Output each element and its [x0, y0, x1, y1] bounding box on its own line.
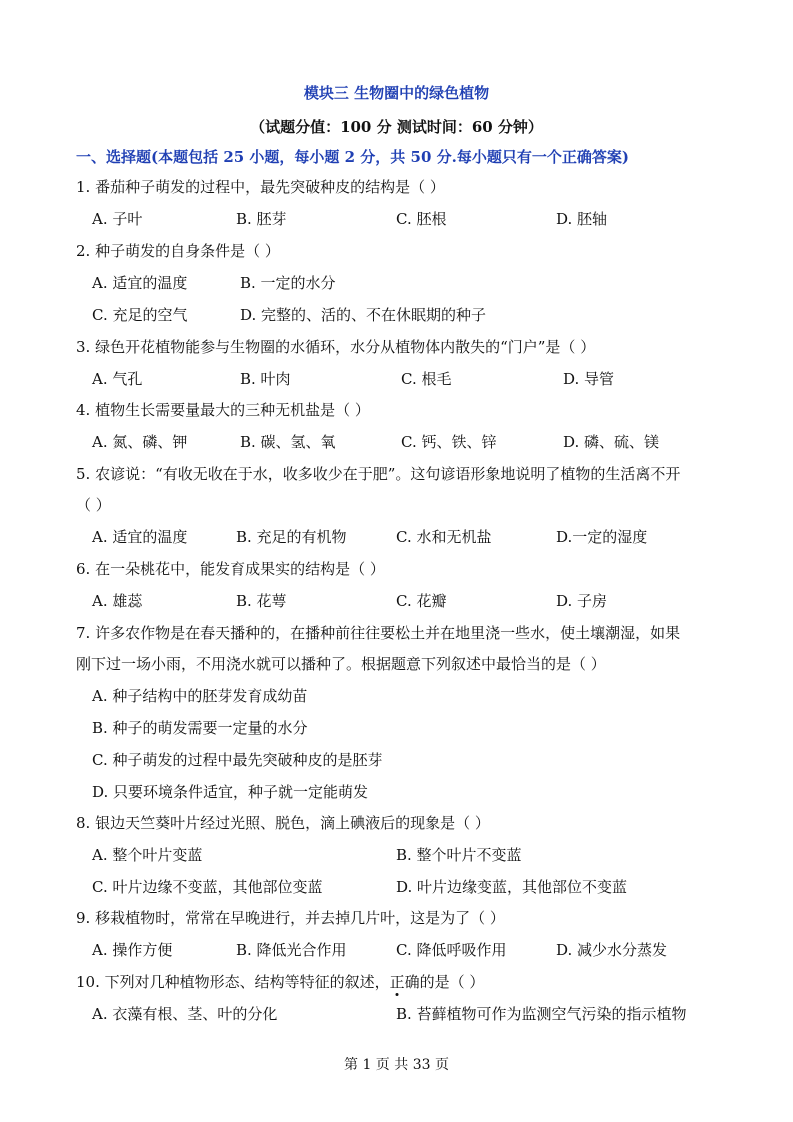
question-stem-part: 确的是（ ）: [404, 973, 485, 991]
option-c: C. 叶片边缘不变蓝，其他部位变蓝: [92, 878, 323, 896]
option-c: C. 降低呼吸作用: [396, 941, 507, 959]
question-stem-continued: 刚下过一场小雨，不用浇水就可以播种了。根据题意下列叙述中最恰当的是（ ）: [76, 655, 606, 673]
option-b: B. 胚芽: [236, 210, 287, 228]
option-b: B. 碳、氢、氧: [240, 433, 336, 451]
option-a: A. 适宜的温度: [92, 274, 188, 292]
page-footer: 第 1 页 共 33 页: [344, 1057, 449, 1073]
emphasis-dot-char: 正: [389, 973, 405, 991]
question-stem: 6. 在一朵桃花中，能发育成果实的结构是（ ）: [76, 560, 385, 578]
option-d: D. 导管: [563, 370, 615, 388]
option-d: D. 胚轴: [556, 210, 608, 228]
option-d: D. 完整的、活的、不在休眠期的种子: [240, 306, 487, 324]
option-b: B. 充足的有机物: [236, 528, 347, 546]
question-stem: 7. 许多农作物是在春天播种的，在播种前往往要松土并在地里浇一些水，使土壤潮湿，如果: [76, 624, 681, 642]
option-d: D. 叶片边缘变蓝，其他部位不变蓝: [396, 878, 628, 896]
section-heading: 一、选择题(本题包括 25 小题，每小题 2 分，共 50 分.每小题只有一个正确答案): [76, 148, 629, 166]
question-stem: 4. 植物生长需要量最大的三种无机盐是（ ）: [76, 401, 370, 419]
option-b: B. 花萼: [236, 592, 287, 610]
option-c: C. 胚根: [396, 210, 447, 228]
question-stem: 5. 农谚说：“有收无收在于水，收多收少在于肥”。这句谚语形象地说明了植物的生活离不开: [76, 465, 681, 483]
option-c: C. 充足的空气: [92, 306, 188, 324]
question-stem: 8. 银边天竺葵叶片经过光照、脱色，滴上碘液后的现象是（ ）: [76, 814, 490, 832]
option-c: C. 花瓣: [396, 592, 447, 610]
question-stem-continued: （ ）: [76, 496, 111, 514]
option-b: B. 种子的萌发需要一定量的水分: [92, 719, 308, 737]
question-stem-part: 10. 下列对几种植物形态、结构等特征的叙述，: [76, 973, 390, 991]
question-stem: 3. 绿色开花植物能参与生物圈的水循环，水分从植物体内散失的“门户”是（ ）: [76, 338, 596, 356]
option-a: A. 子叶: [92, 210, 143, 228]
option-d: D. 减少水分蒸发: [556, 941, 668, 959]
option-a: A. 氮、磷、钾: [92, 433, 188, 451]
option-c: C. 水和无机盐: [396, 528, 492, 546]
exam-info: （试题分值：100 分 测试时间：60 分钟）: [250, 118, 543, 136]
option-c: C. 种子萌发的过程中最先突破种皮的是胚芽: [92, 751, 383, 769]
question-stem: 2. 种子萌发的自身条件是（ ）: [76, 242, 280, 260]
option-b: B. 整个叶片不变蓝: [396, 846, 522, 864]
option-c: C. 根毛: [401, 370, 452, 388]
option-b: B. 叶肉: [240, 370, 291, 388]
option-c: C. 钙、铁、锌: [401, 433, 497, 451]
option-a: A. 操作方便: [92, 941, 173, 959]
option-a: A. 整个叶片变蓝: [92, 846, 203, 864]
question-stem: 9. 移栽植物时，常常在早晚进行，并去掉几片叶，这是为了（ ）: [76, 909, 505, 927]
option-b: B. 一定的水分: [240, 274, 336, 292]
page-title: 模块三 生物圈中的绿色植物: [303, 84, 490, 102]
option-a: A. 种子结构中的胚芽发育成幼苗: [92, 687, 308, 705]
option-b: B. 苔藓植物可作为监测空气污染的指示植物: [396, 1005, 687, 1023]
question-stem: 1. 番茄种子萌发的过程中，最先突破种皮的结构是（ ）: [76, 178, 445, 196]
question-stem: [76, 972, 484, 992]
option-d: D. 只要环境条件适宜，种子就一定能萌发: [92, 783, 369, 801]
option-d: D.一定的湿度: [556, 528, 648, 546]
option-d: D. 子房: [556, 592, 608, 610]
option-a: A. 衣藻有根、茎、叶的分化: [92, 1005, 278, 1023]
option-b: B. 降低光合作用: [236, 941, 347, 959]
option-d: D. 磷、硫、镁: [563, 433, 660, 451]
option-a: A. 适宜的温度: [92, 528, 188, 546]
option-a: A. 气孔: [92, 370, 143, 388]
option-a: A. 雄蕊: [92, 592, 143, 610]
